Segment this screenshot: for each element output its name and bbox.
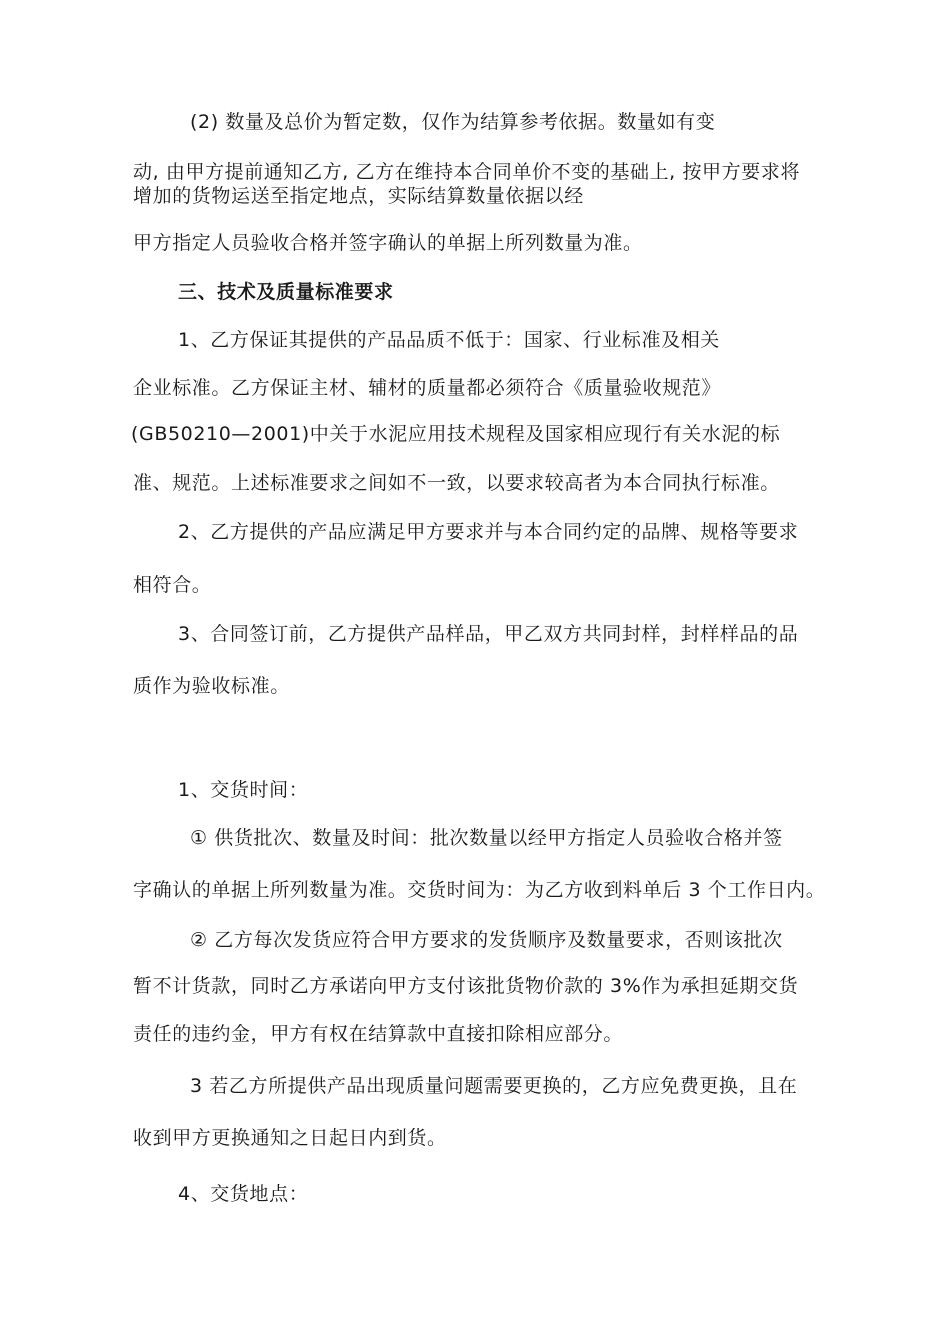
- delivery-item-3-line-2: 收到甲方更换通知之日起日内到货。: [133, 1127, 447, 1149]
- delivery-item-1-line-2: 字确认的单据上所列数量为准。交货时间为：为乙方收到料单后 3 个工作日内。: [133, 879, 826, 901]
- delivery-item-2-line-1: ② 乙方每次发货应符合甲方要求的发货顺序及数量要求，否则该批次: [190, 929, 783, 951]
- paragraph-quantity-line-3: 增加的货物运送至指定地点，实际结算数量依据以经: [133, 185, 584, 207]
- delivery-item-1-line-1: ① 供货批次、数量及时间：批次数量以经甲方指定人员验收合格并签: [190, 827, 783, 849]
- clause-1-line-2: 企业标准。乙方保证主材、辅材的质量都必须符合《质量验收规范》: [133, 377, 722, 399]
- paragraph-quantity-line-1: (2) 数量及总价为暂定数，仅作为结算参考依据。数量如有变: [190, 111, 716, 133]
- delivery-item-2-line-2: 暂不计货款，同时乙方承诺向甲方支付该批货物价款的 3%作为承担延期交货: [133, 975, 799, 997]
- clause-1-line-4: 准、规范。上述标准要求之间如不一致，以要求较高者为本合同执行标准。: [133, 472, 780, 494]
- delivery-time-heading: 1、交货时间：: [178, 779, 309, 801]
- clause-1-line-1: 1、乙方保证其提供的产品品质不低于：国家、行业标准及相关: [178, 329, 720, 351]
- clause-2-line-1: 2、乙方提供的产品应满足甲方要求并与本合同约定的品牌、规格等要求: [178, 521, 799, 543]
- clause-3-line-1: 3、合同签订前，乙方提供产品样品，甲乙双方共同封样，封样样品的品: [178, 623, 799, 645]
- delivery-item-3-line-1: 3 若乙方所提供产品出现质量问题需要更换的，乙方应免费更换，且在: [190, 1075, 798, 1097]
- clause-2-line-2: 相符合。: [133, 574, 212, 596]
- clause-3-line-2: 质作为验收标准。: [133, 675, 290, 697]
- paragraph-quantity-line-2: 动, 由甲方提前通知乙方, 乙方在维持本合同单价不变的基础上, 按甲方要求将: [133, 161, 801, 183]
- clause-1-line-3: (GB50210—2001)中关于水泥应用技术规程及国家相应现行有关水泥的标: [131, 423, 781, 445]
- delivery-item-2-line-3: 责任的违约金，甲方有权在结算款中直接扣除相应部分。: [133, 1023, 624, 1045]
- paragraph-quantity-line-4: 甲方指定人员验收合格并签字确认的单据上所列数量为准。: [133, 232, 643, 254]
- section-heading-quality-standards: 三、技术及质量标准要求: [178, 281, 394, 303]
- delivery-location-heading: 4、交货地点：: [178, 1183, 309, 1205]
